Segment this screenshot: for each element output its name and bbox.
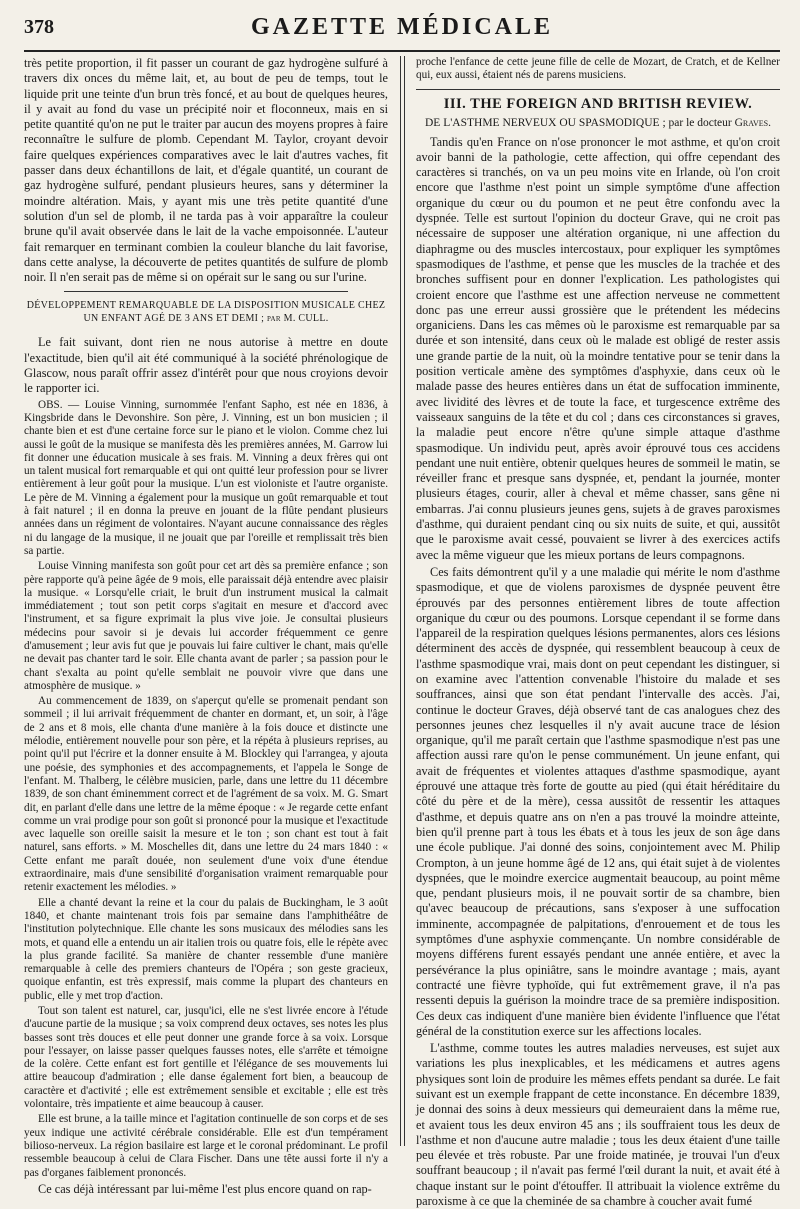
section-heading: III. THE FOREIGN AND BRITISH REVIEW.	[416, 89, 780, 113]
divider	[64, 291, 348, 292]
page-number: 378	[24, 16, 54, 38]
paragraph: Au commencement de 1839, on s'aperçut qu'elle se promenait pendant son sommeil ; il lui arrivait fréquemment de chanter en dormant, et, un soir, à l'âge de 2 ans et 8 mois, elle chanta d'une manière à la fois douce et distincte une mélodie, entièrement nouvelle pour son père, et la répéta à plusieurs reprises, au point qu'il put l'écrire et la donner ensuite à M. Blockley qui l'arrangea, y ajouta une poésie, des symphonies et des accompagnements, et l'appela le Songe de l'enfant. M. Thalberg, le célèbre musicien, parle, dans une lettre du 11 décembre 1839, de son chant éminemment correct et de l'agrément de sa voix. M. G. Smart dit, en parlant d'elle dans une lettre de la même époque : « Je regarde cette enfant comme un vrai prodige pour son goût si prononcé pour la musique et l'exactitude avec laquelle son oreille saisit la mesure et le ton ; son chant est tout à fait naturel, sans efforts. » M. Moschelles dit, dans une lettre du 24 mars 1840 : « Cette enfant me paraît douée, non seulement d'une voix d'une étendue extraordinaire, mais d'une sensibilité d'organisation vraiment remarquable pour retenir exactement les mélodies. »	[24, 695, 388, 894]
journal-title: GAZETTE MÉDICALE	[250, 14, 554, 40]
subheading-title: DE L'ASTHME NERVEUX OU SPASMODIQUE ; par le docteur	[425, 116, 732, 129]
paragraph: Le fait suivant, dont rien ne nous autorise à mettre en doute l'exactitude, bien qu'il ait été communiqué à la société phrénologique de Glascow, nous paraît offrir assez d'intérêt pour que nous croyions devoir le rapporter ici.	[24, 335, 388, 396]
column-rule	[400, 56, 405, 1146]
paragraph: très petite proportion, il fit passer un courant de gaz hydrogène sulfuré à travers dix onces du même lait, et, au bout de peu de temps, tout le liquide prit une teinte d'un brun très foncé, et au bout de quelques heures, il y avait au fond du vase un précipité noir et floconneux, mais en si petite quantité qu'on ne put le traiter par aucun des moyens propres à faire reconnaître le sulfure de plomb. Cependant M. Taylor, croyant devoir faire quelques expériences comparatives avec le lait d'autres vaches, fit passer dans deux échantillons de lait, et d'égale quantité, un courant de gaz hydrogène sulfuré, pendant plusieurs heures, sans y déterminer la moindre altération. Mais, y ayant mis une très petite quantité d'une solution d'un sel de plomb, il ne tarda pas à voir apparaître la couleur brune qu'il avait observée dans le lait de la vache empoisonnée. L'auteur fait remarquer en terminant combien la couleur blanche du lait favorise, dans cette analyse, la découverte de petites quantités de sulfure de plomb noir. Il n'en serait pas de même si on opérait sur le sang ou sur l'urine.	[24, 56, 388, 285]
paragraph: Louise Vinning manifesta son goût pour cet art dès sa première enfance ; son père rapporte qu'à peine âgée de 9 mois, elle paraissait déjà entendre avec plaisir la musique. « Lorsqu'elle criait, le bruit d'un instrument musical la calmait immédiatement ; tout son petit corps s'agitait en mesure et d'accord avec l'instrument, et sa figure exprimait la plus vive joie. Je consultai plusieurs médecins pour savoir si je devais lui accorder fréquemment ce genre d'amusement ; leur avis fut que je pouvais lui faire cultiver le chant, mais qu'elle ne devait pas chanter tard le soir. Elle chanta avant de parler ; sa passion pour le chant s'exalta au point qu'elle semblait ne pouvoir vivre que dans une atmosphère de musique. »	[24, 560, 388, 692]
paragraph: Ces faits démontrent qu'il y a une maladie qui mérite le nom d'asthme spasmodique, et que de violens paroxismes de dyspnée peuvent être éprouvés par des personnes entièrement libres de toute affection organique du cœur ou des poumons. Lorsque cependant il se forme dans l'appareil de la respiration quelques lésions permanentes, alors ces lésions déterminent des accès de dyspnée, qui ressemblent beaucoup à ceux de l'asthme spasmodique vrai, mais dont on peut cependant les distinguer, si on examine avec l'attention convenable l'histoire du malade et ses souffrances, ainsi que son état pendant l'intervalle des accès. J'ai, continue le docteur Graves, déjà observé tant de cas analogues chez des personnes jeunes chez lesquelles il n'y avait aucune trace de lésion organique, qu'il me paraît certain que l'asthme spasmodique n'est pas une affection aussi rare qu'on le pense communément. Un jeune enfant, qui avait de fréquentes et violentes attaques d'asthme spasmodique, ayant éprouvé une attaque très forte de goutte au pied (qui était héréditaire du côté du père et de la mère), cessa aussitôt de ressentir les attaques d'asthme, et depuis quatre ans on n'en a pas trouvé la moindre atteinte, bien qu'il prenne part à tous les ébats et à tous les jeux de son âge dans une école publique. J'ai donné des soins, conjointement avec M. Philip Crompton, à un jeune homme âgé de 12 ans, qui était sujet à de violentes dyspnées, que le moindre exercice augmentait beaucoup, au point même que, pendant plusieurs mois, il ne pouvait sortir de sa chambre, bien qu'avec beaucoup de précautions, sans s'exposer à une suffocation imminente, accompagnée de palpitations, d'enrouement et de tous les symptômes d'une asphyxie commençante. Un nombre considérable de moyens différens furent essayés pendant une année entière, et avec la persévérance la plus opiniâtre, sans le moindre avantage ; mais, ayant contracté une fièvre typhoïde, qui fut extrêmement grave, il n'a pas ressenti depuis la guérison la moindre trace de sa première indisposition. Ces deux cas indiquent d'une manière bien évidente l'influence que l'état général de la constitution exerce sur les affections locales.	[416, 564, 780, 1038]
subheading-author: Graves.	[734, 116, 771, 129]
paragraph: Elle est brune, a la taille mince et l'agitation continuelle de son corps et de ses yeux indique une activité cérébrale considérable. Elle est d'un tempérament bilioso-nerveux. La région basilaire est large et le coronal prédominant. Le profil ressemble beaucoup à celui de Clara Fischer. Dans une tête aussi forte il n'y a pas d'organes faiblement prononcés.	[24, 1113, 388, 1179]
paragraph: Elle a chanté devant la reine et la cour du palais de Buckingham, le 3 août 1840, et chante maintenant trois fois par semaine dans l'amphithéâtre de l'institution polytechnique. Elle chante les sons musicaux des mélodies sans les mots, et quand elle a entendu un air italien trois ou quatre fois, elle le répète avec la plus grande facilité. Sa manière de chanter ressemble d'une manière remarquable à celle des premiers chanteurs de l'Opéra ; son geste gracieux, quoique enfantin, est très expressif, mais comme la plupart des chanteurs en public, elle y met trop d'action.	[24, 896, 388, 1002]
left-column	[24, 56, 388, 1196]
page-header	[24, 10, 780, 52]
text-columns	[24, 56, 780, 1209]
right-column	[416, 56, 780, 1209]
paragraph: L'asthme, comme toutes les autres maladies nerveuses, est sujet aux variations les plus inexplicables, et les médicamens et autres agens physiques sont loin de produire les mêmes effets pendant sa durée. Le fait suivant est un exemple frappant de cette inconstance. En décembre 1839, je donnai des soins à deux messieurs qui demeuraient dans la même rue, et avaient tous les deux environ 45 ans ; ils souffraient tous les deux de l'asthme et non d'aucune autre maladie ; tous les deux étaient d'une taille peu élevée et très robuste. Par une froide matinée, je trouvai l'un d'eux souffrant beaucoup ; il n'avait pas fermé l'œil durant la nuit, et avait été à chaque instant sur le point d'étouffer. Il attribuait la violence extrême du paroxisme à ce que la cheminée de sa chambre à coucher avait fumé	[416, 1041, 780, 1209]
paragraph: Tandis qu'en France on n'ose prononcer le mot asthme, et qu'on croit avoir banni de la pathologie, cette affection, qui offre cependant des caractères si tranchés, on va un peu moins vite en Irlande, où l'on croit encore que l'asthme n'est point un simple symptôme d'une affection organique du cœur ou du poumon et ne peut être confondu avec la dyspnée. Telle est surtout l'opinion du docteur Grave, qui ne croit pas nécessaire de supposer une altération organique, ni une affection du diaphragme ou des muscles intercostaux, pour expliquer les symptômes spasmodiques de l'asthme, et pense que les muscles de la trachée et des bronches suffisent pour en donner l'explication. Les pathologistes qui croient encore que l'asthme est une affection nerveuse ne commettent donc pas une erreur aussi grossière que le prétendent les médecins organiciens. Dans les cas mêmes où le paroxisme est remarquable par sa durée et son intensité, dans ceux où le malade est obligé de rester assis une grande partie de la nuit, où la moindre tentative pour se tenir dans la position verticale amène des symptômes d'asphyxie, dans ceux où le malade passe des heures entières dans un état de suffocation imminente, avec lividité des lèvres et de toute la face, et turgescence extrême des vaisseaux sanguins de la tête et du col ; dans ces circonstances si graves, la maladie peut encore n'être qu'une simple attaque d'asthme spasmodique. Un individu peut, après avoir éprouvé tous ces accidens pendant une nuit entière, obtenir quelques heures de sommeil le matin, se réveiller franc et presque sans dyspnée, et, pendant la journée, monter plusieurs étages, courir, aller à cheval et même chasser, sans gêne ni embarras. J'ai connu plusieurs jeunes gens, sujets à de graves paroxismes d'asthme, qui duraient pendant cinq ou six nuits de suite, et qui, aussitôt que le paroxisme avait cessé, pouvaient se livrer à des exercices actifs avec la même vigueur que les mieux portans de leurs compagnons.	[416, 134, 780, 562]
paragraph: proche l'enfance de cette jeune fille de celle de Mozart, de Cratch, et de Kellner qui, eux aussi, étaient nés de parens musiciens.	[416, 56, 780, 82]
paragraph: Ce cas déjà intéressant par lui-même l'est plus encore quand on rap-	[38, 1181, 372, 1196]
article-title: DÉVELOPPEMENT REMARQUABLE DE LA DISPOSITION MUSICALE CHEZ UN ENFANT AGÉ DE 3 ANS ET DEMI ; par M. CULL.	[26, 300, 386, 324]
paragraph: Tout son talent est naturel, car, jusqu'ici, elle ne s'est livrée encore à l'étude d'aucune partie de la musique ; sa voix comprend deux octaves, ses notes les plus basses sont très douces et elle peut donner une grande force à sa voix. Lorsque pour l'essayer, on laisse passer quelques fausses notes, elle s'arrête et témoigne de la colère. Cette enfant est fort gentille et l'élégance de ses mouvements lui attire beaucoup d'admiration ; elle danse également fort bien, a beaucoup de caractère et d'activité ; elle est extrêmement sensible et excitable ; elle est très volontaire, très impatiente et aime beaucoup à causer.	[24, 1005, 388, 1111]
paragraph: OBS. — Louise Vinning, surnommée l'enfant Sapho, est née en 1836, à Kingsbride dans le Devonshire. Son père, J. Vinning, est un bon musicien ; il chante bien et est d'une certaine force sur le piano et le violon. Comme chez lui aussi le goût de la musique se manifesta dès les premières années, M. Garrow lui fit donner une éducation musicale à ses frais. M. Vinning a deux frères qui ont un talent musical fort remarquable et qui ont quitté leur profession pour se livrer entièrement à leur goût pour la musique. L'un est violoniste et l'autre organiste. Le père de M. Vinning a également pour la musique un goût remarquable et tout à fait naturel ; il en donna la preuve en jouant de la flûte pendant plusieurs années dans un régiment de volontaires. N'ayant aucune connaissance des règles ni du langage de la musique, il ne jouait que par l'oreille et remplissait très bien sa partie.	[24, 398, 388, 557]
article-subheading	[416, 117, 780, 129]
